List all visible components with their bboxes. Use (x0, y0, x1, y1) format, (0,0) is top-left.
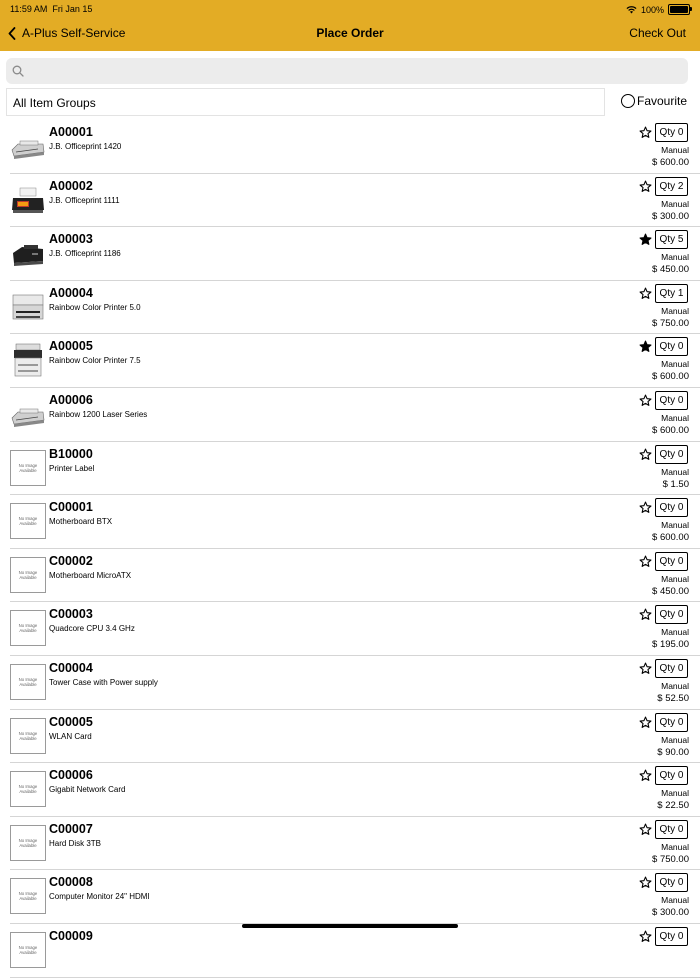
item-description: Motherboard BTX (49, 517, 113, 527)
qty-button[interactable]: Qty 0 (655, 927, 688, 946)
wifi-icon (626, 5, 637, 14)
item-group-select[interactable]: All Item Groups (6, 88, 605, 116)
item-description: Rainbow Color Printer 7.5 (49, 356, 141, 366)
product-image (10, 182, 46, 218)
favourite-label: Favourite (637, 94, 688, 108)
product-row[interactable] (10, 495, 700, 549)
price-mode: Manual (661, 305, 689, 316)
product-row[interactable] (10, 763, 700, 817)
item-description: J.B. Officeprint 1111 (49, 195, 120, 205)
price-mode: Manual (661, 788, 689, 799)
product-row[interactable] (10, 602, 700, 656)
product-image (10, 396, 46, 432)
star-outline-icon[interactable] (639, 716, 652, 729)
no-image-placeholder: No Image Available (10, 450, 46, 486)
item-code: B10000 (49, 446, 93, 461)
qty-button[interactable]: Qty 0 (655, 820, 688, 839)
product-row[interactable] (10, 120, 700, 174)
item-description: J.B. Officeprint 1420 (49, 142, 122, 151)
price-mode: Manual (661, 145, 689, 155)
no-image-placeholder: No Image Available (10, 932, 46, 968)
product-row[interactable] (10, 442, 700, 496)
star-outline-icon[interactable] (639, 394, 652, 407)
product-image (10, 235, 46, 271)
no-image-placeholder: No Image Available (10, 878, 46, 914)
qty-button[interactable]: Qty 1 (655, 284, 688, 303)
no-image-placeholder: No Image Available (10, 610, 46, 646)
status-time: 11:59 AM Fri Jan 15 (10, 4, 93, 14)
item-description: Tower Case with Power supply (49, 677, 158, 687)
no-image-placeholder: No Image Available (10, 664, 46, 700)
star-outline-icon[interactable] (639, 769, 652, 782)
product-row[interactable] (10, 656, 700, 710)
product-row[interactable] (10, 334, 700, 388)
product-row[interactable] (10, 227, 700, 281)
page-title: Place Order (316, 26, 384, 40)
product-image (10, 128, 46, 164)
product-image (10, 342, 46, 378)
search-icon (12, 65, 24, 77)
qty-button[interactable]: Qty 0 (655, 391, 688, 410)
item-code: C00002 (49, 553, 93, 568)
no-image-placeholder: No Image Available (10, 503, 46, 539)
item-price: $ 1.50 (662, 478, 689, 490)
qty-button[interactable]: Qty 2 (655, 177, 688, 196)
star-outline-icon[interactable] (639, 555, 652, 568)
item-price: $ 450.00 (652, 585, 689, 597)
star-outline-icon[interactable] (639, 180, 652, 193)
price-mode: Manual (661, 520, 689, 531)
item-code: C00006 (49, 768, 93, 783)
battery-icon (668, 4, 690, 15)
item-price: $ 750.00 (652, 853, 689, 865)
item-price: $ 600.00 (652, 532, 689, 544)
qty-button[interactable]: Qty 0 (655, 552, 688, 571)
search-input[interactable] (30, 62, 684, 82)
item-price: $ 22.50 (657, 800, 689, 812)
star-filled-icon[interactable] (639, 340, 652, 353)
item-description: Hard Disk 3TB (49, 838, 102, 848)
item-list (0, 120, 700, 978)
item-description: Printer Label (49, 463, 95, 473)
star-outline-icon[interactable] (639, 662, 652, 675)
price-mode: Manual (661, 198, 689, 209)
item-code: A00005 (49, 339, 93, 354)
item-price: $ 300.00 (652, 210, 689, 222)
qty-button[interactable]: Qty 5 (655, 230, 688, 249)
qty-button[interactable]: Qty 0 (655, 659, 688, 678)
item-code: A00002 (49, 178, 93, 193)
status-bar (0, 0, 700, 16)
no-image-placeholder: No Image Available (10, 718, 46, 754)
status-indicators (626, 4, 690, 15)
star-outline-icon[interactable] (639, 501, 652, 514)
item-description: Motherboard MicroATX (49, 570, 132, 580)
no-image-placeholder: No Image Available (10, 557, 46, 593)
product-row[interactable] (10, 924, 700, 978)
qty-button[interactable]: Qty 0 (655, 498, 688, 517)
product-row[interactable] (10, 281, 700, 335)
back-label: A-Plus Self-Service (22, 26, 126, 40)
checkout-button[interactable]: Check Out (629, 26, 686, 40)
product-row[interactable] (10, 388, 700, 442)
qty-button[interactable]: Qty 0 (655, 123, 688, 142)
price-mode: Manual (661, 573, 689, 584)
price-mode: Manual (661, 734, 689, 745)
price-mode: Manual (661, 627, 689, 638)
item-code: A00001 (49, 125, 93, 139)
price-mode: Manual (661, 841, 689, 852)
product-row[interactable] (10, 710, 700, 764)
star-outline-icon[interactable] (639, 608, 652, 621)
item-price: $ 195.00 (652, 639, 689, 651)
item-code: C00001 (49, 500, 93, 515)
no-image-placeholder: No Image Available (10, 771, 46, 807)
item-code: C00007 (49, 821, 93, 836)
battery-percent: 100% (640, 4, 664, 15)
item-description: WLAN Card (49, 731, 92, 741)
item-code: C00009 (49, 928, 93, 943)
price-mode: Manual (661, 252, 689, 263)
item-price: $ 600.00 (652, 424, 689, 436)
item-code: A00004 (49, 285, 93, 300)
item-code: C00004 (49, 660, 93, 675)
star-outline-icon[interactable] (639, 876, 652, 889)
item-price: $ 300.00 (652, 907, 689, 919)
qty-button[interactable]: Qty 0 (655, 445, 688, 464)
qty-button[interactable]: Qty 0 (655, 605, 688, 624)
qty-button[interactable]: Qty 0 (655, 337, 688, 356)
item-code: C00003 (49, 607, 93, 622)
star-outline-icon[interactable] (639, 448, 652, 461)
item-code: C00008 (49, 875, 93, 890)
product-row[interactable] (10, 817, 700, 871)
item-price: $ 600.00 (652, 371, 689, 383)
item-price: $ 450.00 (652, 264, 689, 276)
item-description: Rainbow Color Printer 5.0 (49, 302, 141, 312)
home-indicator (242, 924, 458, 928)
item-code: C00005 (49, 714, 93, 729)
filter-bar (6, 88, 696, 118)
product-row[interactable] (10, 549, 700, 603)
item-price: $ 90.00 (657, 746, 689, 758)
star-filled-icon[interactable] (639, 233, 652, 246)
search-bar[interactable] (6, 58, 688, 84)
product-row[interactable] (10, 870, 700, 924)
product-row[interactable] (10, 174, 700, 228)
star-outline-icon[interactable] (639, 126, 652, 139)
star-outline-icon[interactable] (639, 930, 652, 943)
item-description: Gigabit Network Card (49, 785, 126, 795)
star-outline-icon[interactable] (639, 287, 652, 300)
item-description: Quadcore CPU 3.4 GHz (49, 624, 135, 634)
item-description: Rainbow 1200 Laser Series (49, 409, 148, 419)
item-price: $ 750.00 (652, 317, 689, 329)
no-image-placeholder: No Image Available (10, 825, 46, 861)
item-description: Computer Monitor 24" HDMI (49, 892, 150, 902)
qty-button[interactable]: Qty 0 (655, 766, 688, 785)
price-mode: Manual (661, 895, 689, 906)
radio-circle-icon (621, 94, 635, 108)
item-code: A00003 (49, 232, 93, 247)
qty-button[interactable]: Qty 0 (655, 713, 688, 732)
favourite-filter-toggle[interactable] (621, 94, 687, 108)
price-mode: Manual (661, 466, 689, 477)
price-mode: Manual (661, 412, 689, 423)
item-code: A00006 (49, 392, 93, 407)
product-image (10, 289, 46, 325)
item-description: J.B. Officeprint 1186 (49, 249, 121, 259)
item-price: $ 52.50 (657, 692, 689, 704)
header-bar (0, 0, 700, 51)
qty-button[interactable]: Qty 0 (655, 873, 688, 892)
price-mode: Manual (661, 680, 689, 691)
star-outline-icon[interactable] (639, 823, 652, 836)
item-price: $ 600.00 (652, 157, 689, 168)
price-mode: Manual (661, 359, 689, 370)
